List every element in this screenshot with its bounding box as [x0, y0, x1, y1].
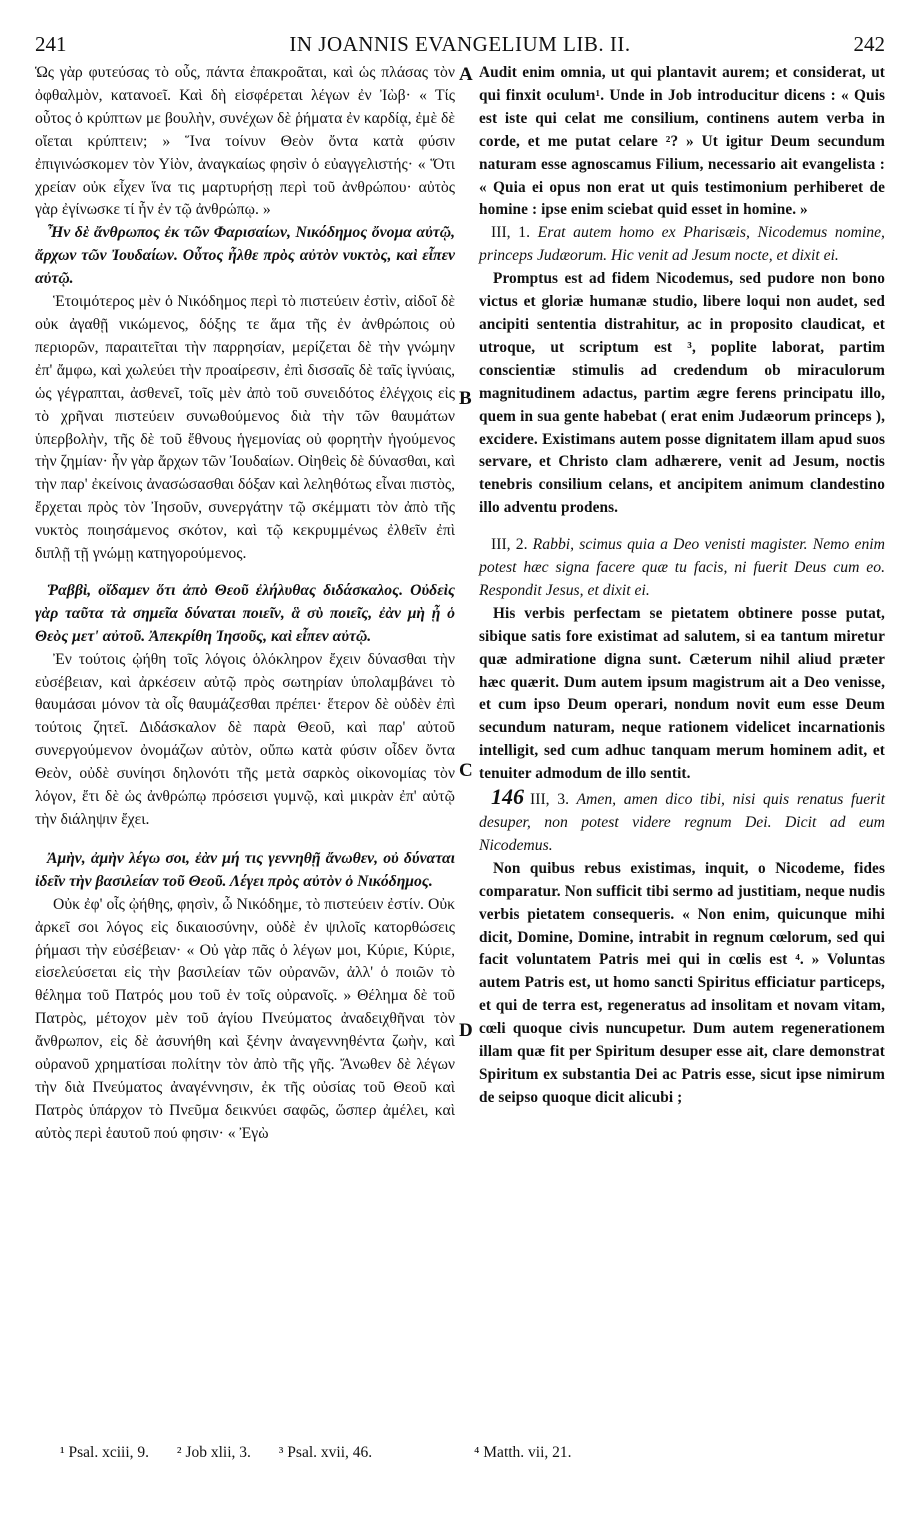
latin-lemma-2-text: Rabbi, scimus quia a Deo venisti magister. Nemo enim potest hæc signa facere quæ tu facis, ni fuerit Deus cum eo. Respondit Jesus, et dixit ei. — [479, 536, 885, 599]
latin-lemma-3-ref: III, 3. — [530, 791, 570, 809]
running-header — [35, 22, 885, 62]
latin-lemma-2 — [479, 534, 885, 603]
greek-paragraph-2: Ἑτοιμότερος μὲν ὁ Νικόδημος περὶ τὸ πιστεύειν ἐστὶν, αἰδοῖ δὲ οὐκ ἀγαθῇ νικώμενος, δόξης τε ἅμα τῆς ἐν ἀνθρώποις οὐ περιορῶν, παραιτεῖται τὴν παρρησίαν, μερίζεται δὲ τὴν γνώμην ἐπ' ἄμφω, καὶ χωλεύει τὴν προαίρεσιν, ἐπὶ δισσαῖς δὲ ταῖς ἰγνύαις, ὡς γέγραπται, ἀσθενεῖ, τοῖς μὲν ἀπὸ τοῦ συνειδότος ἐλέγχοις εἰς τὸ χρῆναι πιστεύειν συνωθούμενος διὰ τὴν τῶν θαυμάτων ὑπερβολὴν, τῆς δὲ τοῦ ἔθνους ἡγεμονίας οὐ φορητὴν ἡγούμενος τὴν ζημίαν· ἦν γὰρ ἄρχων τῶν Ἰουδαίων. Οἰηθεὶς δὲ δύνασθαι, καὶ τὴν παρ' ἐκείνοις ἀνασώσασθαι δόξαν καὶ λεληθότως εἶναι πιστὸς, ἔρχεται πρὸς τὸν Ἰησοῦν, συνεργάτην τῷ σκέμματι τὸν ἀπὸ τῆς νυκτὸς ποιησάμενος σκότον, καὶ τῷ κεκρυμμένως ἐλθεῖν ἐπὶ διπλῇ τῇ γνώμῃ κατηγορούμενος. — [35, 293, 455, 563]
greek-paragraph-3: Ἐν τούτοις ᾠήθη τοῖς λόγοις ὁλόκληρον ἔχειν δύνασθαι τὴν εὐσέβειαν, καὶ ἀρκέσειν αὐτῷ πρὸς σωτηρίαν ὑπολαμβάνει τὸ θαυμάσαι μόνον τὰ οἷς θαυμάζεσθαι πρέπει· ἕτερον δὲ οὐδὲν ἐπὶ τούτοις ζητεῖ. Διδάσκαλον δὲ παρὰ Θεοῦ, καὶ παρ' αὐτοῦ συνεργούμενον ὀνομάζων αὐτὸν, οὔπω κατὰ φύσιν οἶδεν ὄντα Θεὸν, οὐδὲ συνίησι δηλονότι τῆς μετὰ σαρκὸς οἰκονομίας τὸν λόγον, ἔτι δὲ ὡς ἀνθρώπῳ πρόσεισι γυμνῷ, καὶ μικρὰν ἐπ' αὐτῷ τὴν διάληψιν ἔχει. — [35, 650, 455, 828]
greek-paragraph-4: Οὐκ ἐφ' οἷς ᾠήθης, φησὶν, ὦ Νικόδημε, τὸ πιστεύειν ἐστίν. Οὐκ ἀρκεῖ σοι λόγος εἰς δικαιοσύνην, οὐδὲ ἐν ψιλοῖς κατορθώσεις ῥήμασι τὴν εὐσέβειαν· « Οὐ γὰρ πᾶς ὁ λέγων μοι, Κύριε, Κύριε, εἰσελεύσεται εἰς τὴν βασιλείαν τῶν οὐρανῶν, ἀλλ' ὁ ποιῶν τὸ θέλημα τοῦ Πατρός μου τοῦ ἐν τοῖς οὐρανοῖς. » Θέλημα δὲ τοῦ Πατρὸς, μέτοχον μὲν τοῦ ἁγίου Πνεύματος ἀναδειχθῆναι τὸν ἄνθρωπον, εἰς δὲ ἀσυνήθη καὶ ξένην ἀναγεννηθέντα ζωὴν, καὶ οὐρανοῦ χρηματίσαι πολίτην τὸν ἀπὸ τῆς γῆς. Ἄνωθεν δὲ λέγων τὴν διὰ Πνεύματος ἀναγέννησιν, ἐκ τῆς οὐσίας τοῦ Θεοῦ καὶ Πατρὸς ὑπάρχον τὸ Πνεῦμα δεικνύει σαφῶς, ὥσπερ ἀμέλει, καὶ αὐτὸς περὶ ἑαυτοῦ πού φησιν· « Ἐγὼ — [35, 895, 455, 1142]
latin-paragraph-4: Non quibus rebus existimas, inquit, o Nicodeme, fides comparatur. Non sufficit tibi sermo ad justitiam, neque nudis verbis pietatem consequeris. « Non enim, quicunque mihi dicit, Domine, Domine, intrabit in regnum cœlorum, sed qui facit voluntatem Patris mei qui in cœlis est ⁴. » Voluntas autem Patris est, ut homo sancti Spiritus efficiatur particeps, et qui de terra est, regeneratus ad insolitam et novam vitam, cœli quoque civis nuncupetur. Dum autem regenerationem illam quæ fit per Spiritum desuper esse ait, clare demonstrat Spiritum ex substantia Dei ac Patris esse, sicut ipse nimirum de seipso quoque dicit alicubi ; — [479, 859, 885, 1106]
margin-letter-a: A — [459, 64, 473, 85]
latin-lemma-3 — [479, 786, 885, 858]
latin-lemma-2-ref: III, 2. — [491, 536, 528, 554]
footnote-1: ¹ Psal. xciii, 9. — [60, 1444, 150, 1461]
greek-lemma-1: Ἦν δὲ ἄνθρωπος ἐκ τῶν Φαρισαίων, Νικόδημος ὄνομα αὐτῷ, ἄρχων τῶν Ἰουδαίων. Οὗτος ἦλθε πρὸς αὐτὸν νυκτὸς, καὶ εἶπεν αὐτῷ. — [35, 224, 455, 288]
footnote-4: ⁴ Matth. vii, 21. — [474, 1444, 572, 1461]
latin-column — [479, 62, 885, 1110]
margin-letter-c: C — [459, 760, 473, 781]
margin-letter-b: B — [459, 388, 472, 409]
latin-lemma-1-text: Erat autem homo ex Pharisæis, Nicodemus nomine, princeps Judæorum. Hic venit ad Jesum nocte, et dixit ei. — [479, 224, 885, 265]
greek-column — [35, 62, 455, 1146]
latin-lemma-1-ref: III, 1. — [491, 224, 530, 242]
greek-lemma-3: Ἀμὴν, ἀμὴν λέγω σοι, ἐὰν μή τις γεννηθῇ ἄνωθεν, οὐ δύναται ἰδεῖν τὴν βασιλείαν τοῦ Θεοῦ. Λέγει πρὸς αὐτὸν ὁ Νικόδημος. — [35, 849, 455, 890]
latin-paragraph-3: His verbis perfectam se pietatem obtinere posse putat, sibique satis fore existimat ad salutem, si ea tantum miretur quæ admiratione digna sunt. Cæterum nihil aliud præter hæc quærit. Dum autem ipsum magistrum ait a Deo venisse, et cum ipso Deum operari, nondum novit eum esse Deum secundum naturam, neque rationem videlicet incarnationis intelligit, sed cum adhuc tanquam merum hominem adit, et tenuiter admodum de illo sentit. — [479, 604, 885, 783]
page-number-left: 241 — [35, 32, 67, 56]
column-number: 146 — [491, 784, 524, 810]
greek-lemma-2: Ῥαββὶ, οἴδαμεν ὅτι ἀπὸ Θεοῦ ἐλήλυθας διδάσκαλος. Οὐδεὶς γὰρ ταῦτα τὰ σημεῖα δύναται ποιεῖν, ἃ σὺ ποιεῖς, ἐὰν μὴ ᾖ ὁ Θεὸς μετ' αὐτοῦ. Ἀπεκρίθη Ἰησοῦς, καὶ εἶπεν αὐτῷ. — [35, 581, 455, 645]
margin-letter-d: D — [459, 1020, 473, 1041]
latin-lemma-1 — [479, 222, 885, 268]
footnotes — [60, 1444, 880, 1462]
footnote-2: ² Job xlii, 3. — [176, 1444, 251, 1461]
page-number-right: 242 — [853, 32, 885, 56]
latin-paragraph-1: Audit enim omnia, ut qui plantavit aurem; et considerat, ut qui finxit oculum¹. Unde in Job introducitur dicens : « Quis est iste qui celat me consilium, continens autem verba in corde, et me putat celare ²? » Ut igitur Deum secundum naturam esse agnoscamus Filium, necessario ait evangelista : « Quia ei opus non erat ut quis testimonium perhiberet de homine : ipse enim sciebat quid esset in homine. » — [479, 64, 885, 219]
latin-lemma-3-text: Amen, amen dico tibi, nisi quis renatus fuerit desuper, non potest videre regnum Dei. Dicit ad eum Nicodemus. — [479, 791, 885, 854]
running-title: IN JOANNIS EVANGELIUM LIB. II. — [289, 32, 631, 56]
footnote-3: ³ Psal. xvii, 46. — [278, 1444, 373, 1461]
latin-paragraph-2: Promptus est ad fidem Nicodemus, sed pudore non bono victus et gloriæ humanæ studio, libere loqui non audet, sed ancipiti sententia distrahitur, ac in proposito claudicat, et utroque, ut scriptum est ³, poplite laborat, partim conscientiæ stimulis ad credendum ob miraculorum magnitudinem adactus, partim ægre ferens principatu illo, quem in sua gente habebat ( erat enim Judæorum princeps ), excidere. Existimans autem posse dignitatem illam apud suos servare, et Christo clam adhærere, venit ad Jesum, noctis tenebris consilium celans, et ancipitem animum clandestino illo adventu prodens. — [479, 270, 885, 517]
greek-paragraph-1: Ὡς γὰρ φυτεύσας τὸ οὖς, πάντα ἐπακροᾶται, καὶ ὡς πλάσας τὸν ὀφθαλμὸν, κατανοεῖ. Καὶ δὴ εἰσφέρεται λέγων ἐν Ἰὼβ· « Τίς οὗτος ὁ κρύπτων με βουλὴν, συνέχων δὲ ῥήματα ἐν καρδίᾳ, ἐμὲ δὲ οἴεται κρύπτειν; » Ἵνα τοίνυν Θεὸν ὄντα κατὰ φύσιν ἐπιγινώσκομεν τὸν Υἱὸν, ἀναγκαίως φησὶν ὁ εὐαγγελιστής· « Ὅτι χρείαν οὐκ εἶχεν ἵνα τις μαρτυρήσῃ περὶ τοῦ ἀνθρώπου· αὐτὸς γὰρ ἐγίνωσκε τί ἦν ἐν τῷ ἀνθρώπῳ. » — [35, 64, 455, 219]
